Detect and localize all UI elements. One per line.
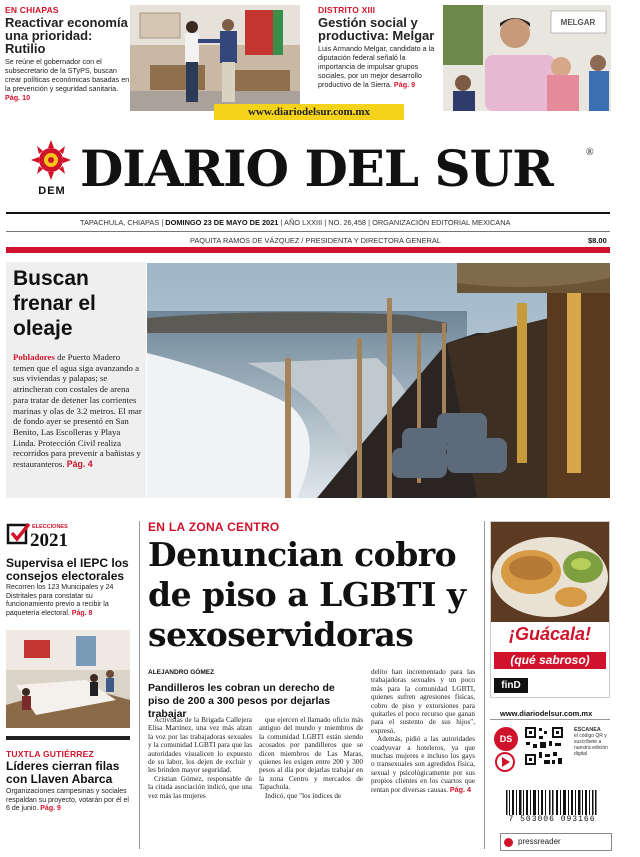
story1-body [13,352,143,470]
edition-date: DOMINGO 23 DE MAYO DE 2021 [165,218,279,227]
tuxtla-page-ref[interactable]: Pág. 9 [40,805,61,813]
story1-lead: Pobladores [13,352,55,362]
main-col1-p2: Cristian Gómez, responsable de la citada asociación indicó, que una vez más las mujeres [148,774,252,800]
elections-label: ELECCIONES [32,524,68,530]
ad-brand: finD [494,678,528,693]
elections-text: Recorren los 123 Municipales y 24 Distritales para constatar su funcionamiento previo a recibir la paquetería electoral. [6,584,114,617]
dem-logo-text: DEM [38,185,66,197]
teaser-left-kicker: EN CHIAPAS [5,5,59,15]
left-column-rule [6,736,130,740]
elections-headline[interactable]: Supervisa el IEPC los consejos electorales [6,556,129,583]
main-kicker: EN LA ZONA CENTRO [148,520,280,534]
ad-headline: ¡Guácala! [508,624,592,644]
teaser-left[interactable] [5,5,130,111]
ad-subheadline: (qué sabroso) [494,652,606,669]
teaser-left-photo [130,5,300,111]
main-column-3 [371,668,475,794]
footer-website[interactable]: www.diariodelsur.com.mx [500,709,593,718]
column-divider [484,521,485,849]
edition-info: TAPACHULA, CHIAPAS | DOMINGO 23 DE MAYO DE 2021 | AÑO LXXIII | NO. 26,458 | ORGANIZACIÓN EDITORIAL MEXICANA [80,218,511,227]
edition-place: TAPACHULA, CHIAPAS [80,218,160,227]
story1-photo-beach [147,263,610,498]
teaser-right[interactable] [318,5,443,111]
edition-org: ORGANIZACIÓN EDITORIAL MEXICANA [372,218,511,227]
tuxtla-kicker: TUXTLA GUTIÉRREZ [6,749,94,759]
elections-year: 2021 [30,530,68,551]
main-column-1 [148,716,252,800]
teaser-right-text: Luis Armando Melgar, candidato a la diputación federal señaló la importancia de impulsar grupos sociales, por un mejor desarrollo productivo de la Sierra. [318,44,435,89]
teaser-left-page-ref[interactable]: Pág. 10 [5,93,31,102]
tuxtla-text: Organizaciones campesinas y sociales respaldan su proyecto, votarán por él el 6 de junio. [6,788,129,813]
scan-text: el código QR y suscríbete a nuestra edición digital [574,733,608,757]
scan-instructions [574,727,610,757]
teaser-right-page-ref[interactable]: Pág. 9 [393,80,416,89]
director-line: PAQUITA RAMOS DE VÁZQUEZ / PRESIDENTA Y DIRECTORA GENERAL [190,236,441,245]
ds-badge: DS [494,727,518,751]
main-col1-p1: Activistas de la Brigada Callejera Elisa Martínez, una vez más alzan la voz por las trabajadoras sexuales y la comunidad LGBTI para que las autoridades visualicen lo expuesto de su labor, los dejen de excluir y les brinden mayor seguridad. [148,716,252,775]
elections-photo-meeting [6,630,130,728]
red-divider [6,247,610,253]
edition-year: AÑO LXXIII [284,218,323,227]
price: $8.00 [588,236,607,245]
story1-headline[interactable]: Buscan frenar el oleaje [13,267,96,340]
scan-title: ESCANEA [574,727,601,733]
edition-number: NO. 26,458 [328,218,367,227]
teaser-right-photo [443,5,611,111]
website-banner[interactable]: www.diariodelsur.com.mx [214,104,404,120]
elections-page-ref[interactable]: Pág. 8 [71,609,93,617]
qr-code-icon[interactable] [524,726,564,766]
barcode-number: 7 503006 093166 [504,815,600,824]
story1-text: de Puerto Madero temen que el agua siga avanzando a sus viviendas y palapas; se atrincheran con costales de arena para tratar de detener las corrientes marinas y olas de 3.2 metros. El mar de fondo ayer se presentó en San Benito, Las Escolleras y Playa Linda. Protección Civil realiza recorridos para prevenir a bañistas y restauranteros. [13,352,142,470]
elections-checkbox-icon [6,521,32,552]
teaser-left-body [5,57,130,102]
pressreader-badge[interactable]: pressreader [500,833,612,851]
masthead-rule [6,212,610,214]
teaser-right-kicker: DISTRITO XIII [318,5,376,15]
main-page-ref[interactable]: Pág. 4 [449,784,472,794]
teaser-left-headline[interactable]: Reactivar economía una prioridad: Rutilio [5,15,128,56]
main-col3-p2 [371,735,475,794]
main-col2-p1: que ejercen el llamado oficio más antiguo del mundo y miembros de la comunidad LGBTI están siendo acosados por pandilleros que se dicen miembros de Las Maras, quienes les exigen entre 200 y 300 pesos al día por dejarlas trabajar en la zona Centro y mercados de Tapachula. [259,716,363,792]
registered-mark: ® [586,147,594,158]
teaser-right-headline[interactable]: Gestión social y productiva: Melgar [318,15,435,43]
main-headline[interactable]: Denuncian cobro de piso a LGBTI y sexoservidoras [148,535,466,654]
main-col3-p1: delito han incrementado para las trabajadoras sexuales y un poco más para la comunidad LGBTI, quienes sufren agresiones físicas, cobro de piso y extorsiones para quitarles el poco recurso que ganan para el sustento de sus hijos", expresó. [371,668,475,735]
teaser-left-text: Se reúne el gobernador con el subsecretario de la STyPS, buscan crear políticas económicas basadas en la prevención y seguridad sanitaria. [5,57,130,93]
play-icon[interactable] [495,752,515,772]
newspaper-title[interactable]: DIARIO DEL SUR [80,139,553,198]
column-divider [139,521,140,849]
tuxtla-headline[interactable]: Líderes cierran filas con Llaven Abarca [6,759,120,786]
ad-food-photo [491,522,609,622]
main-subhead: Pandilleros les cobran un derecho de piso de 200 a 300 pesos por dejarlas trabajar [148,682,335,720]
byline: ALEJANDRO GÓMEZ [148,669,215,676]
melgar-sign: MELGAR [560,18,596,27]
main-col3-text: Además, pidió a las autoridades coadyuvar a hoteleros, ya que muchas mujeres e incluso los gays o transexuales son agredidos física, sexual y psicológicamente por sus propios clientes en los cuartos que rentan por diversas causas. [371,735,475,794]
main-col2-p2: Indicó, que "los índices de [265,791,342,800]
tuxtla-body [6,788,130,814]
elections-body [6,584,130,618]
story1-page-ref[interactable]: Pág. 4 [66,459,93,470]
teaser-right-body [318,44,443,89]
meta-rule [6,231,610,232]
main-column-2 [259,716,363,800]
